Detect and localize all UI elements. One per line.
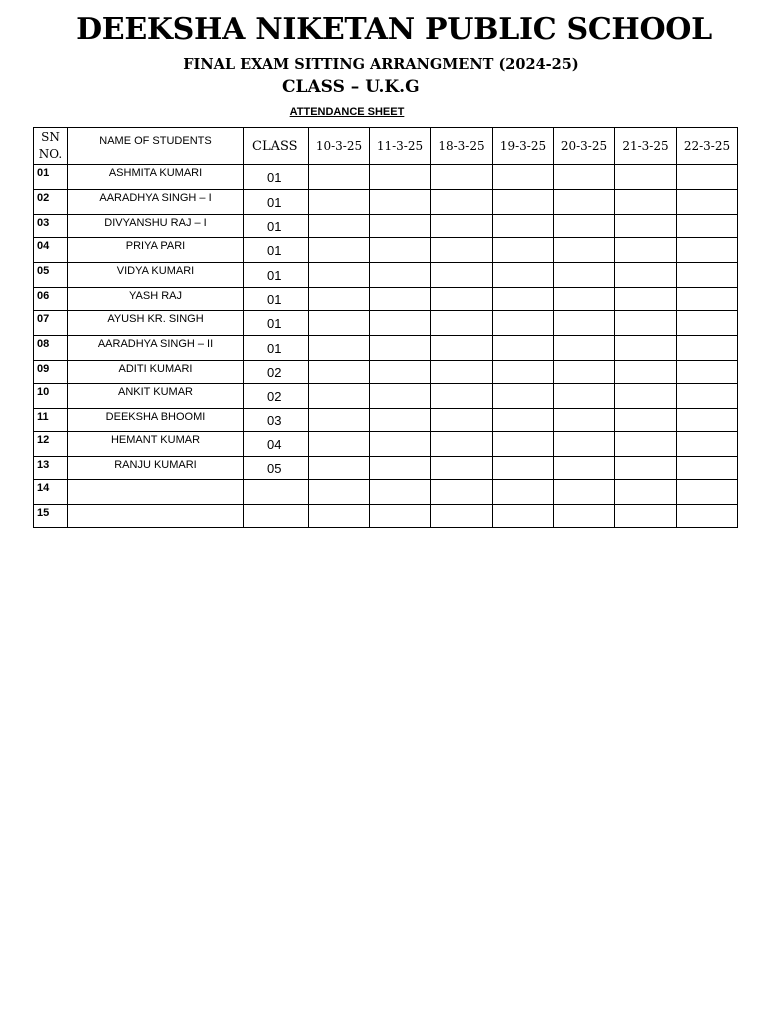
row-student-name: HEMANT KUMAR <box>68 432 244 457</box>
header-row <box>34 128 738 165</box>
attendance-cell[interactable] <box>370 288 431 311</box>
attendance-cell[interactable] <box>370 263 431 288</box>
table-row <box>34 384 738 409</box>
table-row <box>34 457 738 480</box>
attendance-cell[interactable] <box>493 288 554 311</box>
attendance-cell[interactable] <box>554 311 615 336</box>
attendance-cell[interactable] <box>309 288 370 311</box>
row-class: 01 <box>244 311 309 336</box>
attendance-cell[interactable] <box>554 190 615 215</box>
header-class: CLASS <box>244 128 309 165</box>
attendance-cell[interactable] <box>309 384 370 409</box>
row-student-name: ANKIT KUMAR <box>68 384 244 409</box>
attendance-cell[interactable] <box>677 263 738 288</box>
attendance-cell[interactable] <box>615 336 677 361</box>
row-sn: 03 <box>34 215 68 238</box>
attendance-cell[interactable] <box>309 505 370 528</box>
attendance-cell[interactable] <box>677 505 738 528</box>
row-student-name: AARADHYA SINGH – I <box>68 190 244 215</box>
row-class: 01 <box>244 190 309 215</box>
attendance-cell[interactable] <box>431 505 493 528</box>
row-student-name: ASHMITA KUMARI <box>68 165 244 190</box>
row-class: 02 <box>244 361 309 384</box>
attendance-cell[interactable] <box>677 336 738 361</box>
attendance-cell[interactable] <box>615 190 677 215</box>
attendance-cell[interactable] <box>554 409 615 432</box>
attendance-cell[interactable] <box>493 238 554 263</box>
attendance-cell[interactable] <box>554 288 615 311</box>
table-row <box>34 336 738 361</box>
exam-title: FINAL EXAM SITTING ARRANGMENT (2024-25) <box>183 56 579 73</box>
attendance-cell[interactable] <box>615 480 677 505</box>
attendance-cell[interactable] <box>309 190 370 215</box>
table-row <box>34 409 738 432</box>
attendance-cell[interactable] <box>370 480 431 505</box>
attendance-cell[interactable] <box>493 361 554 384</box>
attendance-cell[interactable] <box>615 263 677 288</box>
row-class: 01 <box>244 263 309 288</box>
attendance-cell[interactable] <box>431 288 493 311</box>
row-student-name: DEEKSHA BHOOMI <box>68 409 244 432</box>
attendance-cell[interactable] <box>370 311 431 336</box>
header-date: 18-3-25 <box>431 128 493 165</box>
attendance-cell[interactable] <box>493 432 554 457</box>
attendance-table <box>33 127 738 528</box>
row-class: 01 <box>244 288 309 311</box>
row-class: 01 <box>244 336 309 361</box>
attendance-cell[interactable] <box>309 409 370 432</box>
row-class <box>244 505 309 528</box>
attendance-cell[interactable] <box>615 215 677 238</box>
row-sn: 14 <box>34 480 68 505</box>
row-class: 01 <box>244 238 309 263</box>
attendance-cell[interactable] <box>677 384 738 409</box>
header-sn-line2: NO. <box>38 147 63 161</box>
attendance-cell[interactable] <box>493 505 554 528</box>
attendance-cell[interactable] <box>431 457 493 480</box>
attendance-cell[interactable] <box>309 457 370 480</box>
attendance-cell[interactable] <box>554 505 615 528</box>
attendance-cell[interactable] <box>431 361 493 384</box>
attendance-cell[interactable] <box>370 505 431 528</box>
row-sn: 05 <box>34 263 68 288</box>
attendance-cell[interactable] <box>615 361 677 384</box>
row-sn: 13 <box>34 457 68 480</box>
attendance-cell[interactable] <box>615 288 677 311</box>
row-student-name: RANJU KUMARI <box>68 457 244 480</box>
table-row <box>34 215 738 238</box>
attendance-cell[interactable] <box>615 311 677 336</box>
attendance-cell[interactable] <box>431 190 493 215</box>
attendance-cell[interactable] <box>554 336 615 361</box>
attendance-cell[interactable] <box>493 384 554 409</box>
header-sn <box>34 128 68 165</box>
attendance-cell[interactable] <box>431 165 493 190</box>
row-student-name <box>68 505 244 528</box>
attendance-cell[interactable] <box>309 238 370 263</box>
attendance-cell[interactable] <box>677 432 738 457</box>
row-sn: 10 <box>34 384 68 409</box>
table-row <box>34 361 738 384</box>
header-sn-line1: SN <box>41 130 60 144</box>
attendance-cell[interactable] <box>493 215 554 238</box>
attendance-cell[interactable] <box>431 263 493 288</box>
row-student-name: AARADHYA SINGH – II <box>68 336 244 361</box>
attendance-cell[interactable] <box>309 480 370 505</box>
table-row <box>34 165 738 190</box>
attendance-cell[interactable] <box>370 432 431 457</box>
sheet-title: ATTENDANCE SHEET <box>289 106 405 118</box>
attendance-cell[interactable] <box>431 238 493 263</box>
attendance-cell[interactable] <box>554 457 615 480</box>
attendance-cell[interactable] <box>309 432 370 457</box>
attendance-cell[interactable] <box>677 361 738 384</box>
attendance-cell[interactable] <box>431 215 493 238</box>
row-class <box>244 480 309 505</box>
row-student-name: DIVYANSHU RAJ – I <box>68 215 244 238</box>
row-sn: 12 <box>34 432 68 457</box>
attendance-cell[interactable] <box>554 165 615 190</box>
header-date: 21-3-25 <box>615 128 677 165</box>
row-sn: 11 <box>34 409 68 432</box>
attendance-cell[interactable] <box>493 480 554 505</box>
row-student-name: PRIYA PARI <box>68 238 244 263</box>
attendance-cell[interactable] <box>554 432 615 457</box>
attendance-cell[interactable] <box>615 432 677 457</box>
attendance-cell[interactable] <box>309 165 370 190</box>
table-row <box>34 480 738 505</box>
attendance-cell[interactable] <box>309 311 370 336</box>
attendance-cell[interactable] <box>615 409 677 432</box>
attendance-cell[interactable] <box>431 432 493 457</box>
row-class: 01 <box>244 215 309 238</box>
table-row <box>34 311 738 336</box>
row-class: 05 <box>244 457 309 480</box>
attendance-cell[interactable] <box>677 165 738 190</box>
attendance-cell[interactable] <box>677 409 738 432</box>
attendance-cell[interactable] <box>431 384 493 409</box>
attendance-cell[interactable] <box>615 384 677 409</box>
attendance-cell[interactable] <box>309 336 370 361</box>
row-class: 04 <box>244 432 309 457</box>
header-date: 22-3-25 <box>677 128 738 165</box>
attendance-cell[interactable] <box>493 336 554 361</box>
attendance-cell[interactable] <box>309 263 370 288</box>
row-sn: 15 <box>34 505 68 528</box>
attendance-cell[interactable] <box>493 409 554 432</box>
attendance-cell[interactable] <box>370 361 431 384</box>
table-row <box>34 505 738 528</box>
attendance-cell[interactable] <box>554 215 615 238</box>
attendance-cell[interactable] <box>615 505 677 528</box>
attendance-cell[interactable] <box>370 215 431 238</box>
attendance-cell[interactable] <box>677 457 738 480</box>
attendance-cell[interactable] <box>431 336 493 361</box>
attendance-cell[interactable] <box>431 480 493 505</box>
row-class: 03 <box>244 409 309 432</box>
attendance-cell[interactable] <box>370 457 431 480</box>
attendance-cell[interactable] <box>493 263 554 288</box>
class-title: CLASS – U.K.G <box>282 77 420 97</box>
attendance-cell[interactable] <box>677 238 738 263</box>
attendance-cell[interactable] <box>493 311 554 336</box>
row-student-name: ADITI KUMARI <box>68 361 244 384</box>
row-sn: 08 <box>34 336 68 361</box>
row-sn: 04 <box>34 238 68 263</box>
row-sn: 01 <box>34 165 68 190</box>
table-row <box>34 238 738 263</box>
table-body <box>34 165 738 528</box>
attendance-cell[interactable] <box>554 361 615 384</box>
attendance-cell[interactable] <box>677 288 738 311</box>
attendance-cell[interactable] <box>677 480 738 505</box>
attendance-cell[interactable] <box>370 409 431 432</box>
attendance-cell[interactable] <box>370 238 431 263</box>
attendance-cell[interactable] <box>493 457 554 480</box>
attendance-cell[interactable] <box>554 384 615 409</box>
attendance-cell[interactable] <box>431 311 493 336</box>
attendance-cell[interactable] <box>554 480 615 505</box>
attendance-cell[interactable] <box>309 361 370 384</box>
attendance-cell[interactable] <box>677 190 738 215</box>
row-sn: 09 <box>34 361 68 384</box>
attendance-cell[interactable] <box>615 165 677 190</box>
attendance-cell[interactable] <box>677 311 738 336</box>
table-row <box>34 288 738 311</box>
attendance-cell[interactable] <box>370 165 431 190</box>
attendance-cell[interactable] <box>370 336 431 361</box>
table-row <box>34 432 738 457</box>
attendance-cell[interactable] <box>370 190 431 215</box>
row-class: 02 <box>244 384 309 409</box>
attendance-cell[interactable] <box>431 409 493 432</box>
attendance-cell[interactable] <box>493 165 554 190</box>
header-date: 19-3-25 <box>493 128 554 165</box>
attendance-cell[interactable] <box>615 238 677 263</box>
header-date: 20-3-25 <box>554 128 615 165</box>
row-sn: 07 <box>34 311 68 336</box>
row-sn: 02 <box>34 190 68 215</box>
school-name: DEEKSHA NIKETAN PUBLIC SCHOOL <box>76 12 712 47</box>
attendance-cell[interactable] <box>677 215 738 238</box>
row-student-name <box>68 480 244 505</box>
table-row <box>34 190 738 215</box>
row-sn: 06 <box>34 288 68 311</box>
row-class: 01 <box>244 165 309 190</box>
row-student-name: YASH RAJ <box>68 288 244 311</box>
attendance-cell[interactable] <box>309 215 370 238</box>
header-name: NAME OF STUDENTS <box>68 128 244 165</box>
attendance-cell[interactable] <box>493 190 554 215</box>
attendance-cell[interactable] <box>615 457 677 480</box>
attendance-cell[interactable] <box>554 238 615 263</box>
header-date: 11-3-25 <box>370 128 431 165</box>
row-student-name: VIDYA KUMARI <box>68 263 244 288</box>
attendance-cell[interactable] <box>554 263 615 288</box>
table-row <box>34 263 738 288</box>
row-student-name: AYUSH KR. SINGH <box>68 311 244 336</box>
attendance-cell[interactable] <box>370 384 431 409</box>
header-date: 10-3-25 <box>309 128 370 165</box>
